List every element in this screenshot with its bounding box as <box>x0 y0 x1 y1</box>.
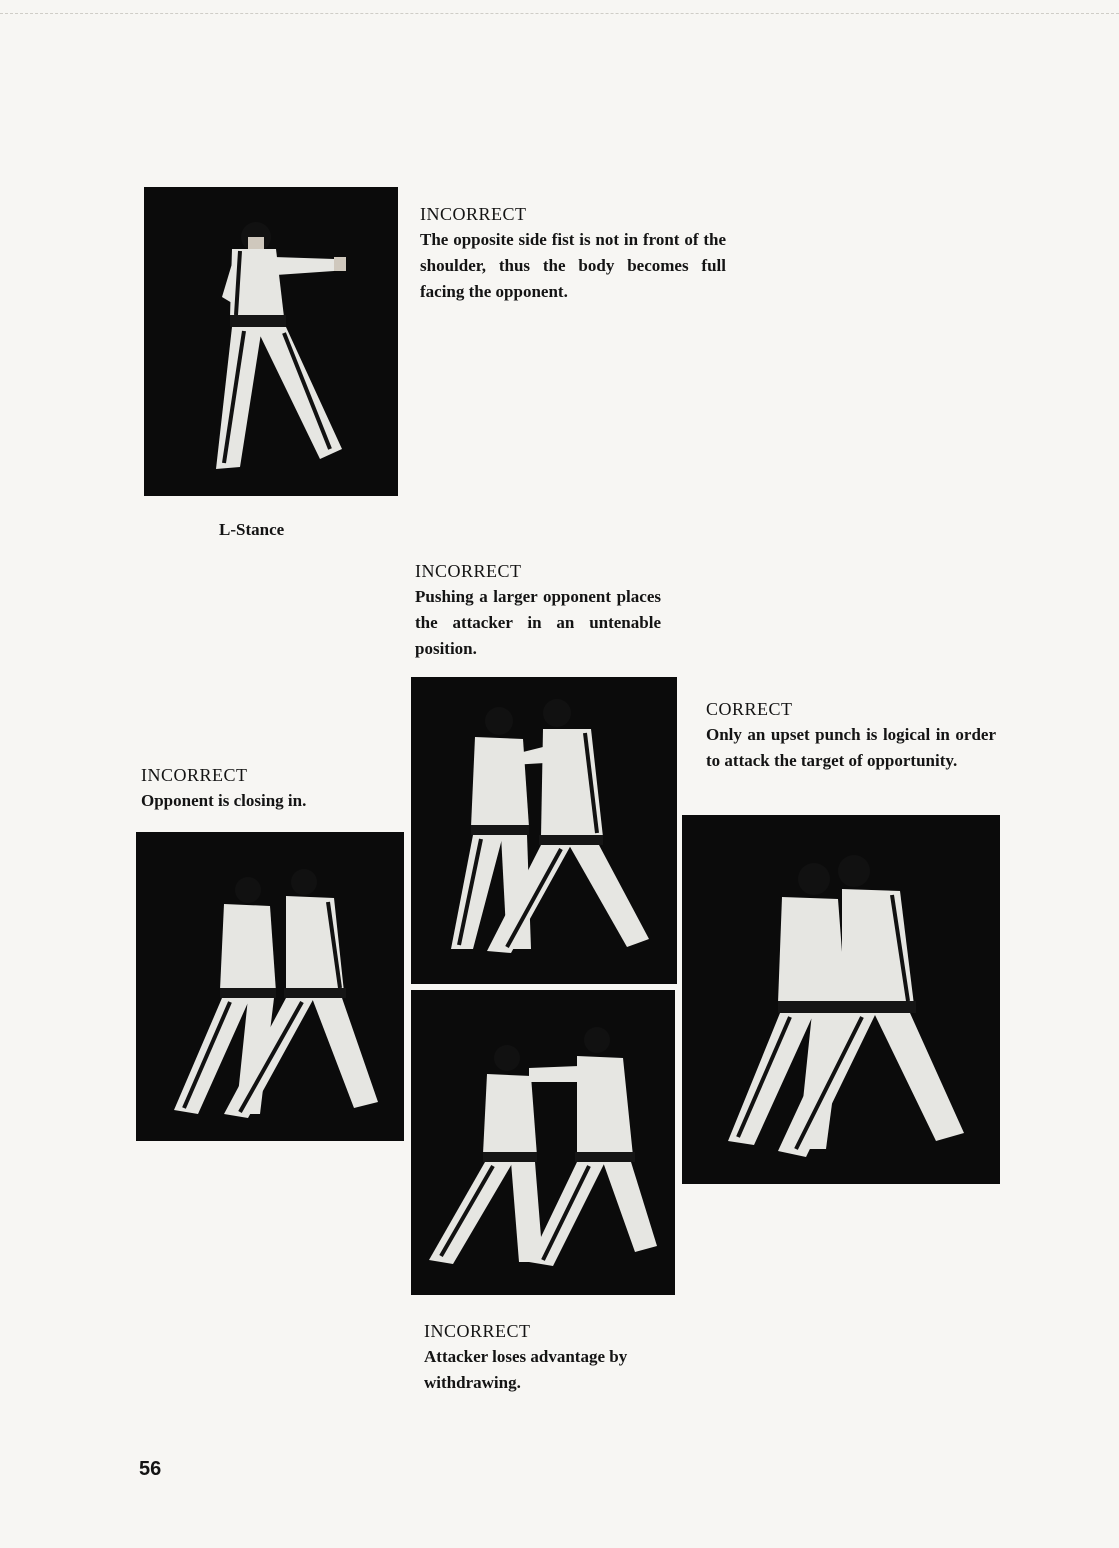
two-fighters-figure <box>136 832 404 1141</box>
upset-punch-photo <box>682 815 1000 1184</box>
closing-in-photo <box>136 832 404 1141</box>
caption-body: The opposite side fist is not in front of the shoulder, thus the body becomes full facing the opponent. <box>420 230 726 301</box>
caption-heading: INCORRECT <box>420 204 527 224</box>
closing-in-caption <box>141 762 381 814</box>
single-fighter-figure <box>144 187 398 496</box>
caption-body: Only an upset punch is logical in order to attack the target of opportunity. <box>706 725 996 770</box>
caption-heading: INCORRECT <box>424 1321 531 1341</box>
caption-heading: INCORRECT <box>415 561 522 581</box>
pushing-photo <box>411 677 677 984</box>
caption-body: Opponent is closing in. <box>141 791 307 810</box>
two-fighters-figure <box>682 815 1000 1184</box>
two-fighters-figure <box>411 677 677 984</box>
l-stance-label: L-Stance <box>219 520 285 539</box>
pushing-caption <box>415 558 661 662</box>
withdrawing-caption <box>424 1318 674 1396</box>
l-stance-photo <box>144 187 398 496</box>
withdrawing-photo <box>411 990 675 1295</box>
two-fighters-figure <box>411 990 675 1295</box>
page-top-edge <box>0 0 1119 14</box>
caption-body: Pushing a larger opponent places the attacker in an untenable position. <box>415 587 661 658</box>
upset-punch-caption <box>706 696 996 774</box>
l-stance-caption <box>420 201 726 305</box>
caption-heading: INCORRECT <box>141 765 248 785</box>
page-number: 56 <box>139 1458 162 1480</box>
caption-heading: CORRECT <box>706 699 793 719</box>
caption-body: Attacker loses advantage by withdrawing. <box>424 1347 628 1392</box>
